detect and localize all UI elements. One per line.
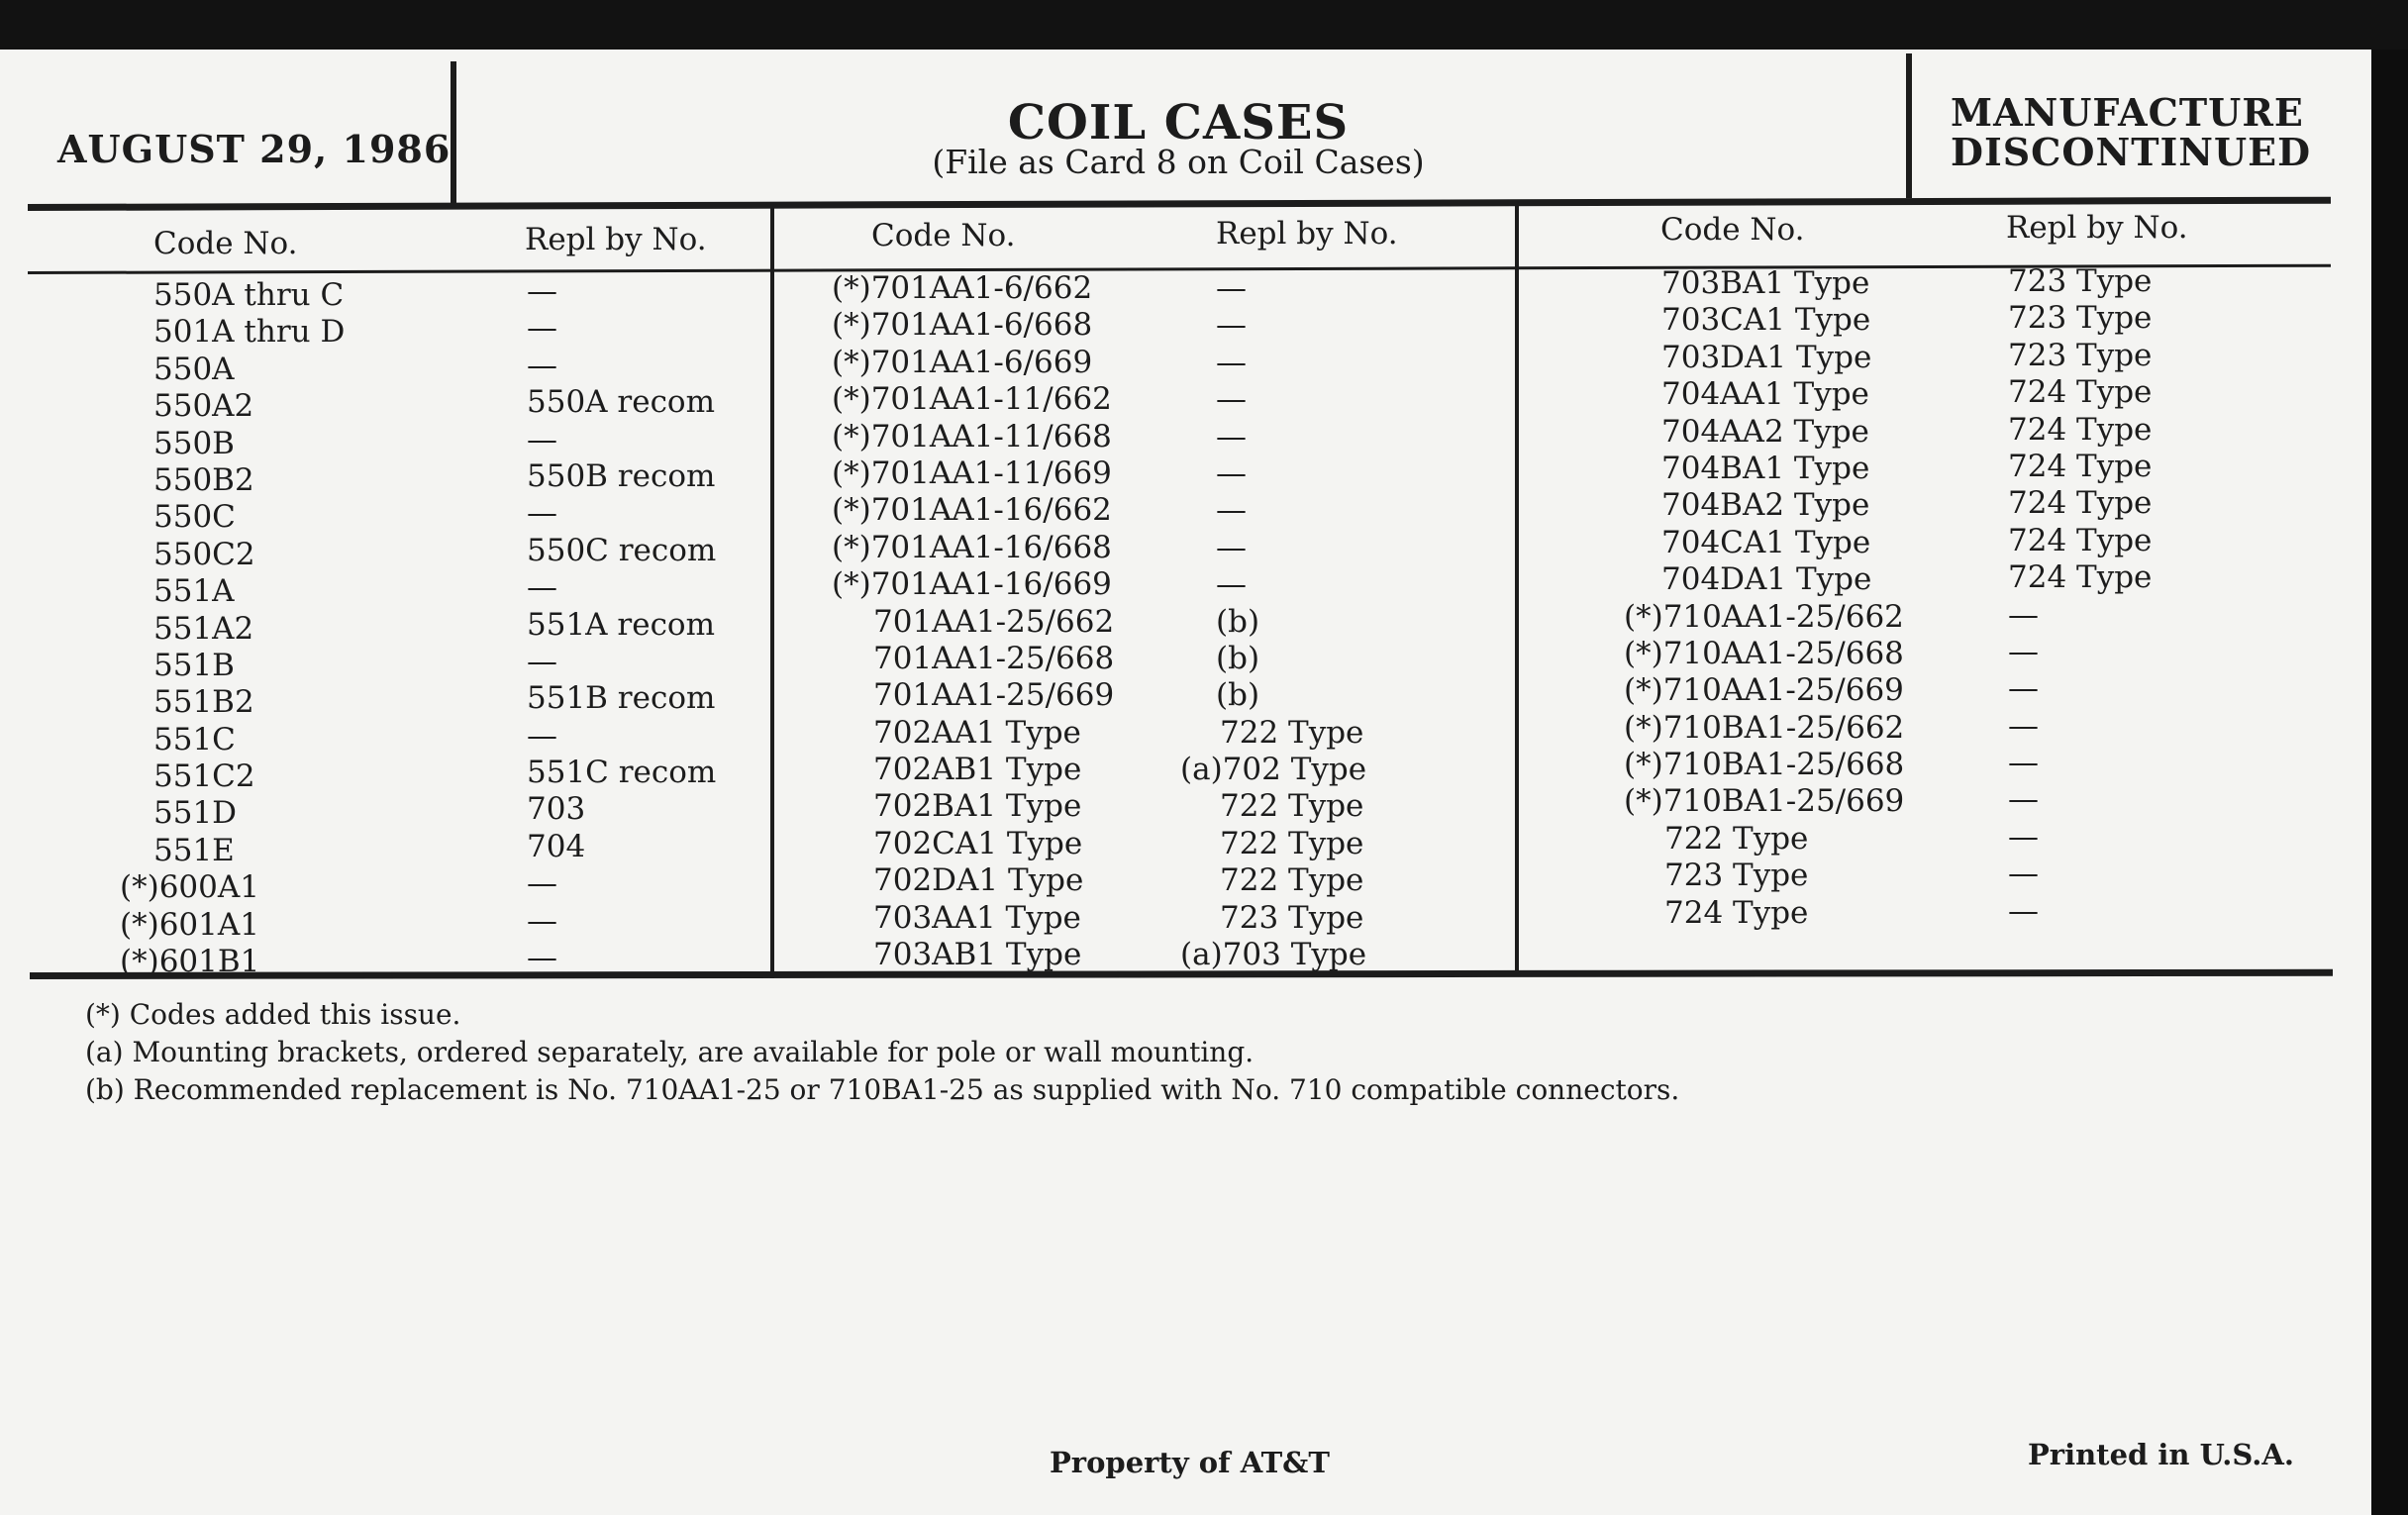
footnotes xyxy=(85,996,1679,1109)
table-row-code: (*)710BA1-25/669 xyxy=(1624,783,1905,820)
table-row-code: 551C xyxy=(153,721,236,758)
table-row-code: 551B xyxy=(153,647,235,683)
table-row-repl: — xyxy=(1216,454,1247,491)
table-row-code: 704AA1 Type xyxy=(1661,376,1869,413)
table-row-repl: (a)702 Type xyxy=(1180,752,1367,788)
table-row-repl: 724 Type xyxy=(2008,522,2153,558)
table-row-repl: 550B recom xyxy=(527,457,716,494)
table-row-repl: (b) xyxy=(1216,677,1260,714)
footnote-b: (b) Recommended replacement is No. 710AA1-25 or 710BA1-25 as supplied with No. 710 compatible connectors. xyxy=(85,1073,1680,1106)
table-row-repl: — xyxy=(527,940,557,976)
status-line-1: MANUFACTURE xyxy=(1951,90,2304,135)
section-3-code-header: Code No. xyxy=(1660,212,1805,248)
table-row-code: 704BA1 Type xyxy=(1661,450,1870,486)
section-2-code-column xyxy=(832,270,1114,973)
table-row-repl: 550A recom xyxy=(527,384,715,421)
table-row-code: 724 Type xyxy=(1664,894,1809,931)
table-row-code: 703AA1 Type xyxy=(873,899,1081,936)
table-row-repl: 722 Type xyxy=(1220,714,1364,751)
table-row-code: 550A thru C xyxy=(153,277,345,313)
table-row-repl: 723 Type xyxy=(2008,337,2153,373)
table-row-repl: 703 xyxy=(527,791,586,828)
table-row-code: (*)701AA1-11/669 xyxy=(832,454,1112,491)
status-label xyxy=(1951,90,2312,174)
table-row-repl: 551C recom xyxy=(527,755,717,791)
table-row-repl: (a)703 Type xyxy=(1180,937,1367,973)
table-row-code: (*)601B1 xyxy=(120,944,260,980)
table-row-code: 701AA1-25/668 xyxy=(873,640,1115,676)
table-row-repl: — xyxy=(1216,529,1247,565)
table-row-repl: (b) xyxy=(1216,603,1260,640)
printed-notice: Printed in U.S.A. xyxy=(2028,1438,2294,1471)
scan-edge xyxy=(2371,50,2408,1515)
table-row-repl: (b) xyxy=(1216,640,1260,676)
table-row-repl: 723 Type xyxy=(1220,899,1364,936)
table-row-repl: 722 Type xyxy=(1220,862,1364,899)
table-row-code: 723 Type xyxy=(1664,858,1809,894)
table-row-repl: — xyxy=(527,717,557,754)
table-row-code: (*)701AA1-16/669 xyxy=(832,566,1112,603)
table-row-repl: — xyxy=(2008,781,2039,818)
table-row-code: 704CA1 Type xyxy=(1661,524,1871,560)
table-row-code: 551C2 xyxy=(153,758,255,795)
table-row-code: 702BA1 Type xyxy=(873,788,1082,825)
table-row-repl: — xyxy=(1216,344,1247,380)
footnote-asterisk: (*) Codes added this issue. xyxy=(85,998,461,1031)
table-row-repl: — xyxy=(2008,707,2039,744)
table-row-repl: — xyxy=(1216,270,1247,306)
table-row-repl: 551B recom xyxy=(527,680,716,717)
issue-date: AUGUST 29, 1986 xyxy=(57,127,452,171)
section-1-code-column xyxy=(120,277,346,980)
table-row-repl: — xyxy=(2008,670,2039,707)
table-row-code: 702DA1 Type xyxy=(873,862,1084,899)
table-row-repl: 724 Type xyxy=(2008,559,2153,596)
table-row-repl: — xyxy=(527,902,557,939)
table-row-code: 550B xyxy=(153,425,235,461)
table-row-code: 501A thru D xyxy=(153,314,346,351)
section-2-code-header: Code No. xyxy=(871,218,1016,253)
table-row-code: (*)710AA1-25/662 xyxy=(1624,598,1904,635)
table-row-repl: 550C recom xyxy=(527,532,717,568)
section-1-repl-header: Repl by No. xyxy=(525,222,707,257)
table-row-repl: — xyxy=(2008,818,2039,855)
section-1-repl-column xyxy=(527,273,716,976)
table-row-repl: 704 xyxy=(527,828,586,864)
table-row-code: (*)710AA1-25/669 xyxy=(1624,672,1904,709)
table-row-repl: — xyxy=(527,865,557,902)
table-row-code: 703AB1 Type xyxy=(873,937,1082,973)
table-row-repl: 551A recom xyxy=(527,606,715,643)
table-row-code: 550B2 xyxy=(153,461,254,498)
section-3-code-column xyxy=(1624,265,1905,932)
table-row-code: 701AA1-25/662 xyxy=(873,603,1115,640)
section-2-repl-column xyxy=(1180,270,1367,973)
table-row-code: 702AA1 Type xyxy=(873,714,1081,751)
table-row-repl: 723 Type xyxy=(2008,263,2153,299)
table-row-code: 702CA1 Type xyxy=(873,825,1083,861)
section-divider-1 xyxy=(770,206,774,978)
table-row-code: (*)701AA1-6/669 xyxy=(832,344,1093,380)
table-row-repl: 722 Type xyxy=(1220,788,1364,825)
table-row-code: (*)701AA1-16/668 xyxy=(832,529,1112,565)
table-row-repl: — xyxy=(527,569,557,606)
table-row-code: 551E xyxy=(153,832,235,868)
table-row-repl: — xyxy=(2008,596,2039,633)
header-divider-left xyxy=(451,61,456,208)
section-3-repl-column xyxy=(2008,263,2152,930)
table-row-code: 550C xyxy=(153,499,236,536)
section-2-repl-header: Repl by No. xyxy=(1216,216,1398,252)
table-row-code: 704DA1 Type xyxy=(1661,561,1872,598)
header-divider-right xyxy=(1906,53,1912,198)
property-notice: Property of AT&T xyxy=(1050,1446,1330,1479)
table-row-code: (*)701AA1-11/668 xyxy=(832,418,1112,454)
table-row-code: 701AA1-25/669 xyxy=(873,677,1115,714)
table-row-code: (*)710BA1-25/668 xyxy=(1624,747,1905,783)
page-title: COIL CASES xyxy=(1007,95,1350,151)
table-row-code: 551A2 xyxy=(153,610,254,647)
table-row-repl: — xyxy=(527,273,557,309)
table-row-repl: — xyxy=(527,310,557,347)
table-row-repl: 724 Type xyxy=(2008,448,2153,484)
table-row-code: 550C2 xyxy=(153,536,255,572)
table-row-code: 551A xyxy=(153,573,235,610)
footnote-a: (a) Mounting brackets, ordered separately, are available for pole or wall mounting. xyxy=(85,1036,1254,1068)
table-row-code: 550A xyxy=(153,351,235,387)
table-row-repl: — xyxy=(527,495,557,532)
table-row-repl: 724 Type xyxy=(2008,411,2153,448)
page-subtitle: (File as Card 8 on Coil Cases) xyxy=(932,143,1425,181)
table-row-repl: 723 Type xyxy=(2008,300,2153,337)
table-row-repl: 724 Type xyxy=(2008,374,2153,411)
table-row-code: (*)600A1 xyxy=(120,869,259,906)
table-row-code: 703BA1 Type xyxy=(1661,265,1870,301)
table-row-repl: — xyxy=(1216,492,1247,529)
table-row-repl: — xyxy=(527,347,557,383)
table-row-code: (*)710AA1-25/668 xyxy=(1624,635,1904,671)
table-row-repl: — xyxy=(1216,418,1247,454)
table-row-code: 704BA2 Type xyxy=(1661,487,1870,524)
table-row-code: (*)710BA1-25/662 xyxy=(1624,709,1905,746)
section-3-repl-header: Repl by No. xyxy=(2006,210,2188,246)
table-row-code: (*)701AA1-16/662 xyxy=(832,492,1112,529)
table-row-code: (*)601A1 xyxy=(120,906,259,943)
table-row-code: 722 Type xyxy=(1664,820,1809,857)
table-row-repl: — xyxy=(1216,381,1247,418)
table-row-code: (*)701AA1-6/662 xyxy=(832,270,1093,306)
table-row-code: 703DA1 Type xyxy=(1661,339,1872,375)
table-row-repl: 724 Type xyxy=(2008,485,2153,522)
table-row-code: (*)701AA1-11/662 xyxy=(832,381,1112,418)
status-line-2: DISCONTINUED xyxy=(1951,130,2312,174)
table-row-repl: — xyxy=(2008,856,2039,892)
table-row-repl: 722 Type xyxy=(1220,825,1364,861)
section-divider-2 xyxy=(1515,204,1519,974)
table-row-repl: — xyxy=(1216,566,1247,603)
table-row-repl: — xyxy=(2008,745,2039,781)
table-row-code: 702AB1 Type xyxy=(873,752,1082,788)
table-row-code: 551D xyxy=(153,795,238,832)
table-row-repl: — xyxy=(527,421,557,457)
table-row-code: 704AA2 Type xyxy=(1661,413,1869,450)
table-row-code: 703CA1 Type xyxy=(1661,302,1871,339)
table-row-code: 550A2 xyxy=(153,388,254,425)
table-row-repl: — xyxy=(1216,307,1247,344)
table-row-code: (*)701AA1-6/668 xyxy=(832,307,1093,344)
table-row-code: 551B2 xyxy=(153,684,254,721)
table-row-repl: — xyxy=(2008,633,2039,669)
table-row-repl: — xyxy=(2008,892,2039,929)
table-row-repl: — xyxy=(527,643,557,679)
section-1-code-header: Code No. xyxy=(153,226,298,261)
